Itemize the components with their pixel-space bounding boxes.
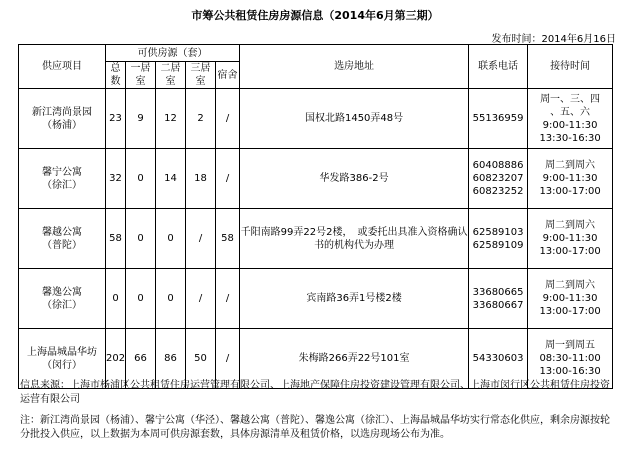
header-available: 可供房源（套） xyxy=(106,45,240,62)
publish-date: 发布时间：2014年6月16日 xyxy=(491,34,616,45)
three-bed-count: 18 xyxy=(186,149,216,209)
dorm-count: 58 xyxy=(216,209,240,269)
three-bed-count: 50 xyxy=(186,329,216,389)
reception-hours: 周一到周五 08:30-11:00 13:00-16:30 xyxy=(528,329,613,389)
total-count: 32 xyxy=(106,149,126,209)
header-row-1 xyxy=(19,45,613,62)
two-bed-count: 86 xyxy=(156,329,186,389)
three-bed-count: 2 xyxy=(186,89,216,149)
project-name: 馨逸公寓 （徐汇） xyxy=(19,269,106,329)
two-bed-count: 14 xyxy=(156,149,186,209)
address: 宾南路36弄1号楼2楼 xyxy=(240,269,469,329)
header-two-bed: 二居室 xyxy=(156,62,186,89)
phone-numbers: 33680665 33680667 xyxy=(469,269,528,329)
address: 国权北路1450弄48号 xyxy=(240,89,469,149)
header-dorm: 宿舍 xyxy=(216,62,240,89)
dorm-count: / xyxy=(216,149,240,209)
phone-numbers: 62589103 62589109 xyxy=(469,209,528,269)
header-address: 选房地址 xyxy=(240,45,469,89)
phone-numbers: 60408886 60823207 60823252 xyxy=(469,149,528,209)
phone-numbers: 55136959 xyxy=(469,89,528,149)
document-title: 市筹公共租赁住房房源信息（2014年6月第三期） xyxy=(191,9,439,22)
two-bed-count: 0 xyxy=(156,269,186,329)
three-bed-count: / xyxy=(186,269,216,329)
table-row xyxy=(19,89,613,149)
table-row xyxy=(19,149,613,209)
info-source: 信息来源：上海市杨浦区公共租赁住房运营管理有限公司、上海地产保障住房投资建设管理有限公司、上海市闵行区公共租赁住房投资运营有限公司 xyxy=(20,380,610,405)
project-name: 馨越公寓 （普陀） xyxy=(19,209,106,269)
one-bed-count: 0 xyxy=(126,269,156,329)
project-name: 馨宁公寓 （徐汇） xyxy=(19,149,106,209)
table-row xyxy=(19,269,613,329)
header-project: 供应项目 xyxy=(19,45,106,89)
total-count: 0 xyxy=(106,269,126,329)
project-name: 新江湾尚景园 （杨浦） xyxy=(19,89,106,149)
address: 千阳南路99弄22号2楼， 或委托出具准入资格确认书的机构代为办理 xyxy=(240,209,469,269)
total-count: 23 xyxy=(106,89,126,149)
one-bed-count: 0 xyxy=(126,209,156,269)
one-bed-count: 66 xyxy=(126,329,156,389)
two-bed-count: 12 xyxy=(156,89,186,149)
one-bed-count: 0 xyxy=(126,149,156,209)
one-bed-count: 9 xyxy=(126,89,156,149)
dorm-count: / xyxy=(216,269,240,329)
phone-numbers: 54330603 xyxy=(469,329,528,389)
dorm-count: / xyxy=(216,89,240,149)
reception-hours: 周一、三、四 、五、六 9:00-11:30 13:30-16:30 xyxy=(528,89,613,149)
dorm-count: / xyxy=(216,329,240,389)
header-one-bed: 一居室 xyxy=(126,62,156,89)
footnote: 注：新江湾尚景园（杨浦）、馨宁公寓（华泾）、馨越公寓（普陀）、馨逸公寓（徐汇）、上海晶城晶华坊实行常态化供应，剩余房源按轮分批投入供应，以上数据为本周可供房源套数，具体房源清单及租赁价格，以选房现场公布为准。 xyxy=(20,415,610,440)
address: 华发路386-2号 xyxy=(240,149,469,209)
header-reception: 接待时间 xyxy=(528,45,613,89)
housing-table xyxy=(18,44,613,389)
total-count: 202 xyxy=(106,329,126,389)
address: 朱梅路266弄22号101室 xyxy=(240,329,469,389)
header-three-bed: 三居室 xyxy=(186,62,216,89)
reception-hours: 周二到周六 9:00-11:30 13:00-17:00 xyxy=(528,269,613,329)
three-bed-count: / xyxy=(186,209,216,269)
two-bed-count: 0 xyxy=(156,209,186,269)
table-row xyxy=(19,209,613,269)
project-name: 上海晶城晶华坊 （闵行） xyxy=(19,329,106,389)
header-total: 总数 xyxy=(106,62,126,89)
reception-hours: 周二到周六 9:00-11:30 13:00-17:00 xyxy=(528,149,613,209)
header-phone: 联系电话 xyxy=(469,45,528,89)
total-count: 58 xyxy=(106,209,126,269)
reception-hours: 周二到周六 9:00-11:30 13:00-17:00 xyxy=(528,209,613,269)
